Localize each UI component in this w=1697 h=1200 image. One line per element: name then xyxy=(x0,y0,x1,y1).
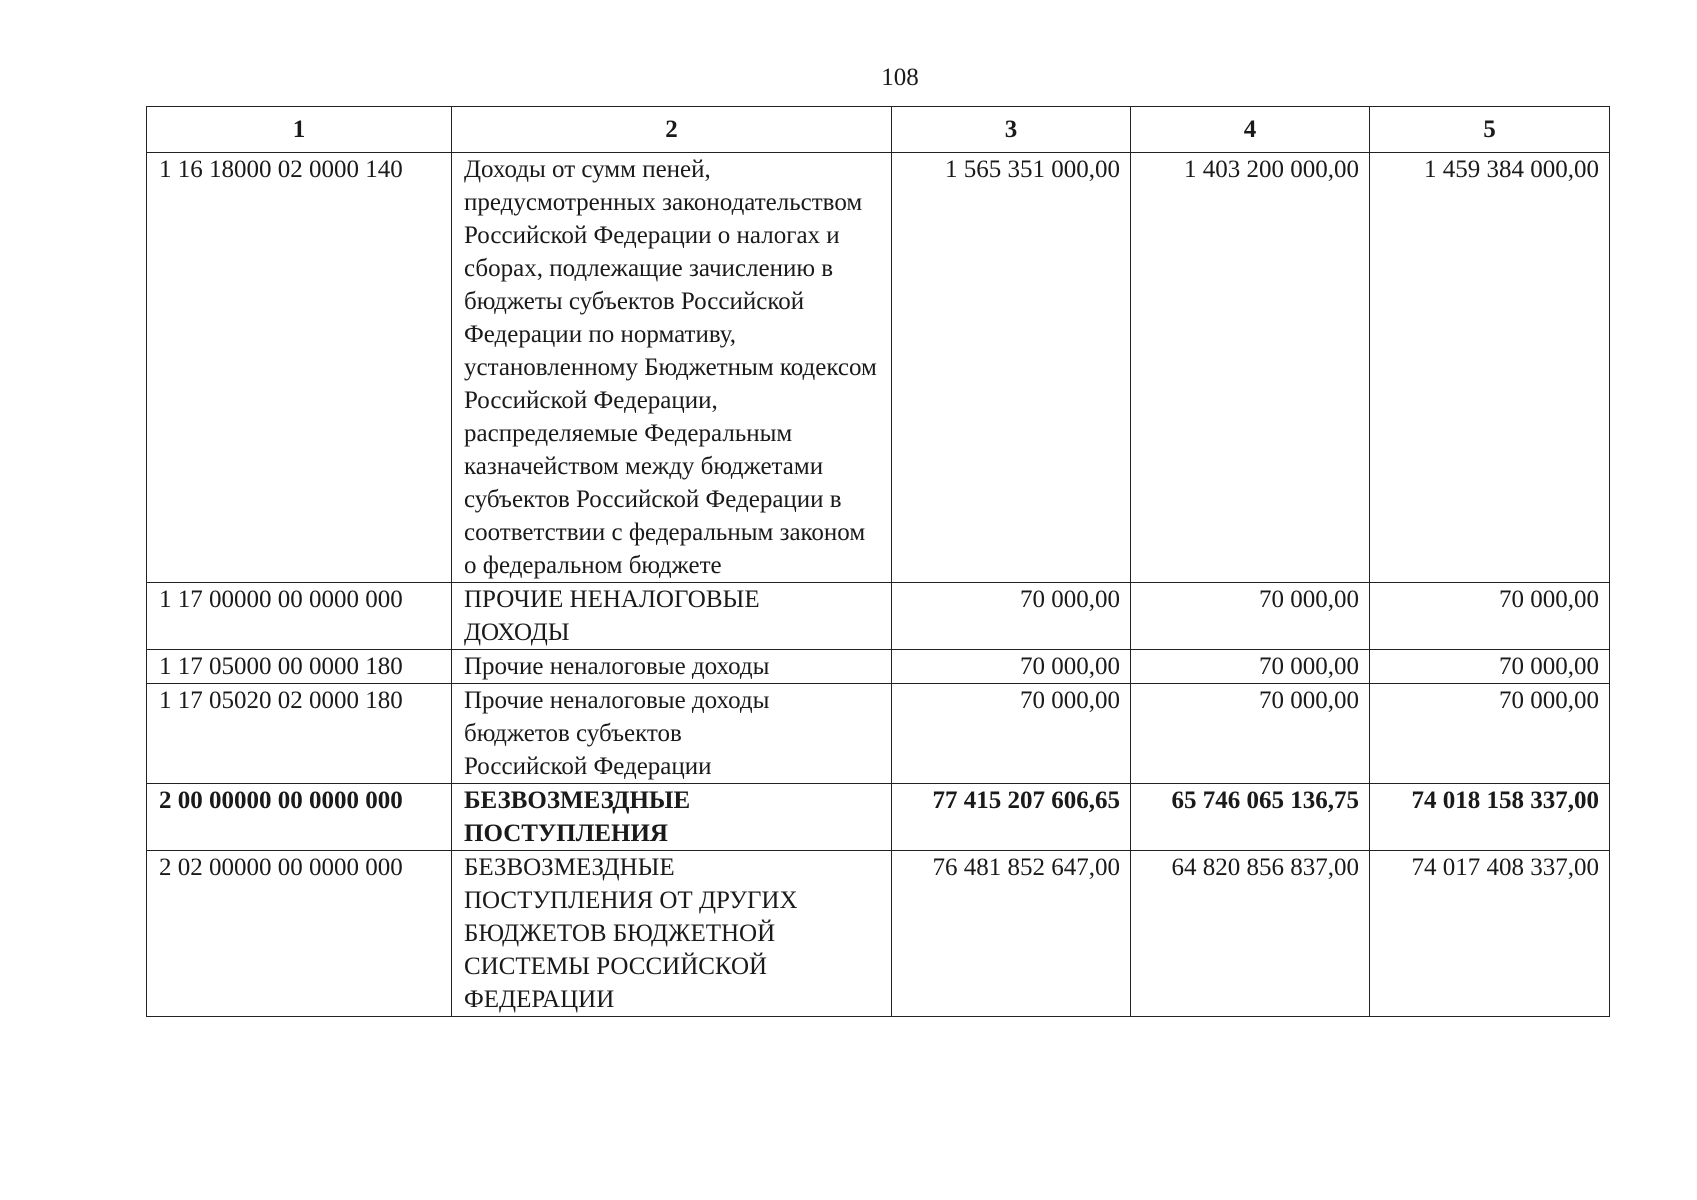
revenue-name-cell: Прочие неналоговые доходы xyxy=(452,650,892,684)
amount-col-3-cell: 76 481 852 647,00 xyxy=(892,851,1131,1017)
table-row xyxy=(147,583,1610,650)
budget-code-cell: 1 17 05020 02 0000 180 xyxy=(147,684,452,784)
amount-col-3-cell: 70 000,00 xyxy=(892,684,1131,784)
table-row xyxy=(147,784,1610,851)
amount-col-5-cell: 1 459 384 000,00 xyxy=(1370,153,1610,583)
amount-col-5-cell: 74 018 158 337,00 xyxy=(1370,784,1610,851)
amount-col-5-cell: 74 017 408 337,00 xyxy=(1370,851,1610,1017)
page-number: 108 xyxy=(881,64,919,91)
budget-code-cell: 2 02 00000 00 0000 000 xyxy=(147,851,452,1017)
table-row xyxy=(147,684,1610,784)
amount-col-4-cell: 70 000,00 xyxy=(1131,583,1370,650)
header-col-4: 4 xyxy=(1131,107,1370,153)
budget-code-cell: 1 16 18000 02 0000 140 xyxy=(147,153,452,583)
header-col-2: 2 xyxy=(452,107,892,153)
header-col-3: 3 xyxy=(892,107,1131,153)
revenue-name-cell: БЕЗВОЗМЕЗДНЫЕ ПОСТУПЛЕНИЯ ОТ ДРУГИХ БЮДЖЕТОВ БЮДЖЕТНОЙ СИСТЕМЫ РОССИЙСКОЙ ФЕДЕРАЦИИ xyxy=(452,851,892,1017)
budget-code-cell: 2 00 00000 00 0000 000 xyxy=(147,784,452,851)
amount-col-4-cell: 70 000,00 xyxy=(1131,684,1370,784)
table-header-row xyxy=(147,107,1610,153)
table-row xyxy=(147,851,1610,1017)
revenue-name-cell: БЕЗВОЗМЕЗДНЫЕ ПОСТУПЛЕНИЯ xyxy=(452,784,892,851)
budget-code-cell: 1 17 05000 00 0000 180 xyxy=(147,650,452,684)
table-row xyxy=(147,153,1610,583)
amount-col-5-cell: 70 000,00 xyxy=(1370,650,1610,684)
amount-col-4-cell: 1 403 200 000,00 xyxy=(1131,153,1370,583)
header-col-1: 1 xyxy=(147,107,452,153)
amount-col-4-cell: 64 820 856 837,00 xyxy=(1131,851,1370,1017)
header-col-5: 5 xyxy=(1370,107,1610,153)
revenue-name-cell: Доходы от сумм пеней, предусмотренных законодательством Российской Федерации о налогах и сборах, подлежащие зачислению в бюджеты субъектов Российской Федерации по нормативу, установленному Бюджетным кодексом Российской Федерации, распределяемые Федеральным казначейством между бюджетами субъектов Российской Федерации в соответствии с федеральным законом о федеральном бюджете xyxy=(452,153,892,583)
amount-col-5-cell: 70 000,00 xyxy=(1370,583,1610,650)
budget-code-cell: 1 17 00000 00 0000 000 xyxy=(147,583,452,650)
amount-col-5-cell: 70 000,00 xyxy=(1370,684,1610,784)
table-row xyxy=(147,650,1610,684)
amount-col-3-cell: 70 000,00 xyxy=(892,650,1131,684)
amount-col-3-cell: 77 415 207 606,65 xyxy=(892,784,1131,851)
revenue-name-cell: Прочие неналоговые доходы бюджетов субъектов Российской Федерации xyxy=(452,684,892,784)
revenue-name-cell: ПРОЧИЕ НЕНАЛОГОВЫЕ ДОХОДЫ xyxy=(452,583,892,650)
amount-col-3-cell: 1 565 351 000,00 xyxy=(892,153,1131,583)
amount-col-4-cell: 65 746 065 136,75 xyxy=(1131,784,1370,851)
amount-col-3-cell: 70 000,00 xyxy=(892,583,1131,650)
budget-revenue-table xyxy=(146,106,1610,1017)
amount-col-4-cell: 70 000,00 xyxy=(1131,650,1370,684)
